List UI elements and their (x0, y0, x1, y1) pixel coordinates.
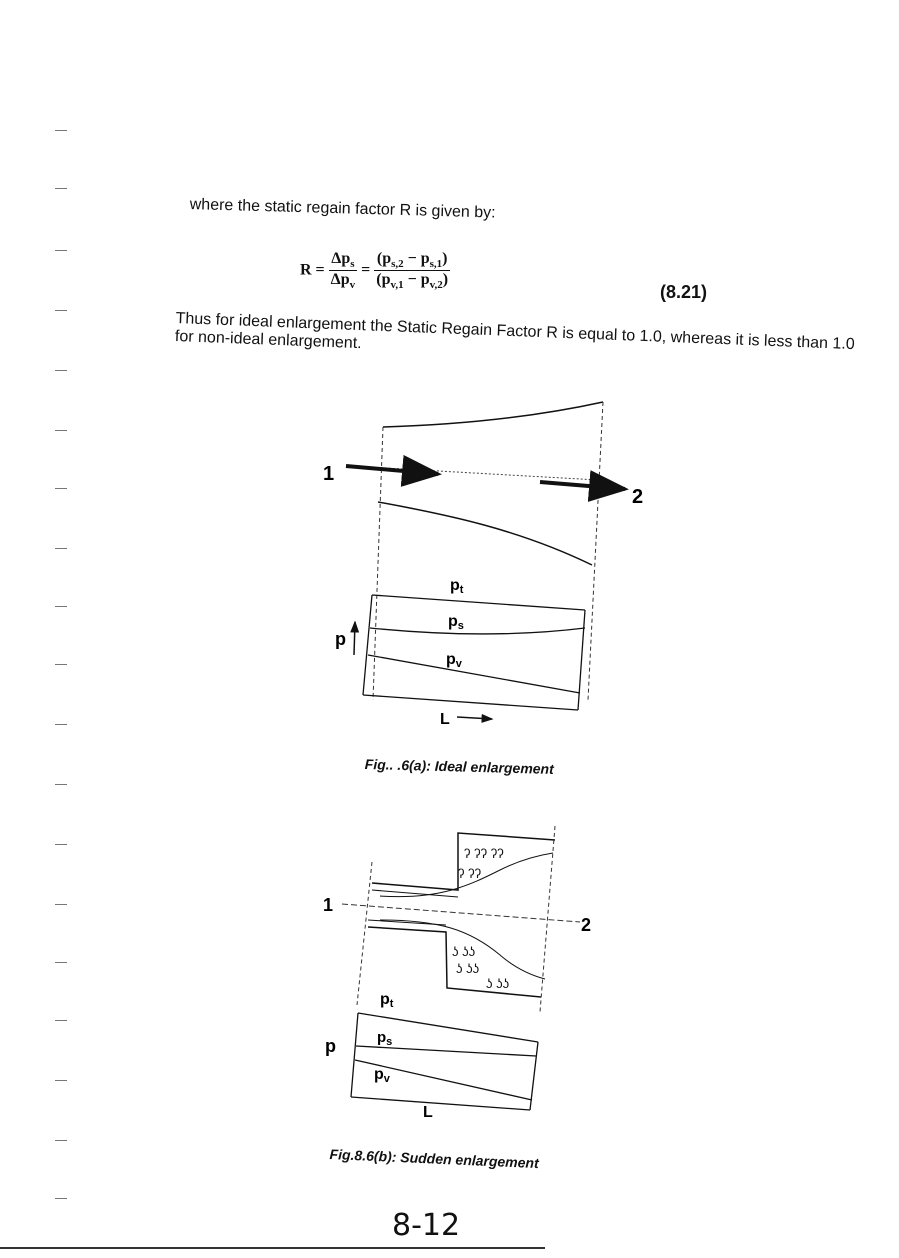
L-axis-label: L (440, 711, 450, 728)
pv-label: pv (446, 651, 462, 670)
p-axis-label: p (335, 629, 346, 649)
frac2-den-sub-b: v,2 (429, 279, 443, 292)
frac1-den: Δp (330, 271, 350, 289)
lower-step-wall (368, 927, 541, 997)
frac2-den-c: ) (442, 271, 449, 289)
station-1-label: 1 (323, 895, 334, 915)
station-1-label: 1 (323, 463, 335, 485)
section-1-line (357, 862, 372, 1005)
station-2-label: 2 (632, 486, 644, 508)
frac2-num-c: ) (442, 250, 448, 267)
paragraph-text: Thus for ideal enlargement the Static Regain Factor R is equal to 1.0, whereas it is less than 1.0 for non-ideal enlargement. (174, 310, 855, 354)
bottom-rule (0, 1247, 545, 1249)
frac2-num-sub-a: s,2 (391, 258, 404, 271)
frac2-den-a: (p (376, 271, 391, 289)
pt-label: pt (380, 991, 394, 1010)
chart-right-axis (530, 1042, 538, 1110)
pt-label: pt (450, 577, 464, 596)
figure-b-caption: Fig.8.6(b): Sudden enlargement (329, 1146, 540, 1172)
figure-a-caption: Fig.. .6(a): Ideal enlargement (364, 756, 554, 777)
chart-bottom-axis (351, 1097, 530, 1110)
frac2-den-b: − p (403, 271, 430, 289)
intro-text: where the static regain factor R is given by: (189, 196, 496, 222)
centerline (342, 904, 580, 922)
L-axis-label: L (423, 1104, 433, 1121)
frac2-den-sub-a: v,1 (390, 279, 404, 292)
frac1-den-sub: v (349, 279, 356, 292)
eddy-marks-lower: ʖ ʖʖ (456, 961, 480, 976)
frac1-num: Δp (331, 250, 351, 267)
ps-line (356, 1046, 536, 1056)
ps-label: ps (448, 613, 464, 632)
p-axis-label: p (325, 1036, 336, 1056)
equation-lhs: R = (300, 261, 325, 279)
pv-label: pv (374, 1066, 390, 1085)
eddy-marks-lower: ʖ ʖʖ (452, 944, 476, 959)
equation-number: (8.21) (660, 282, 708, 302)
page-number: 8-12 (392, 1208, 461, 1243)
equation-equals: = (361, 261, 371, 279)
frac2-num-a: (p (376, 250, 392, 267)
eddy-marks-upper: ʔ ʔʔ ʔʔ (464, 846, 504, 861)
station-2-label: 2 (581, 915, 592, 935)
ps-label: $p_s$ (377, 1029, 393, 1048)
frac2-num-b: − p (403, 250, 430, 267)
eddy-marks-upper: ʔ ʔʔ (458, 866, 482, 881)
upper-step-wall (372, 833, 555, 890)
frac1-num-sub: s (350, 258, 355, 271)
eddy-marks-lower: ʖ ʖʖ (486, 976, 510, 991)
frac2-num-sub-b: s,1 (429, 258, 443, 271)
chart-left-axis (351, 1013, 358, 1097)
